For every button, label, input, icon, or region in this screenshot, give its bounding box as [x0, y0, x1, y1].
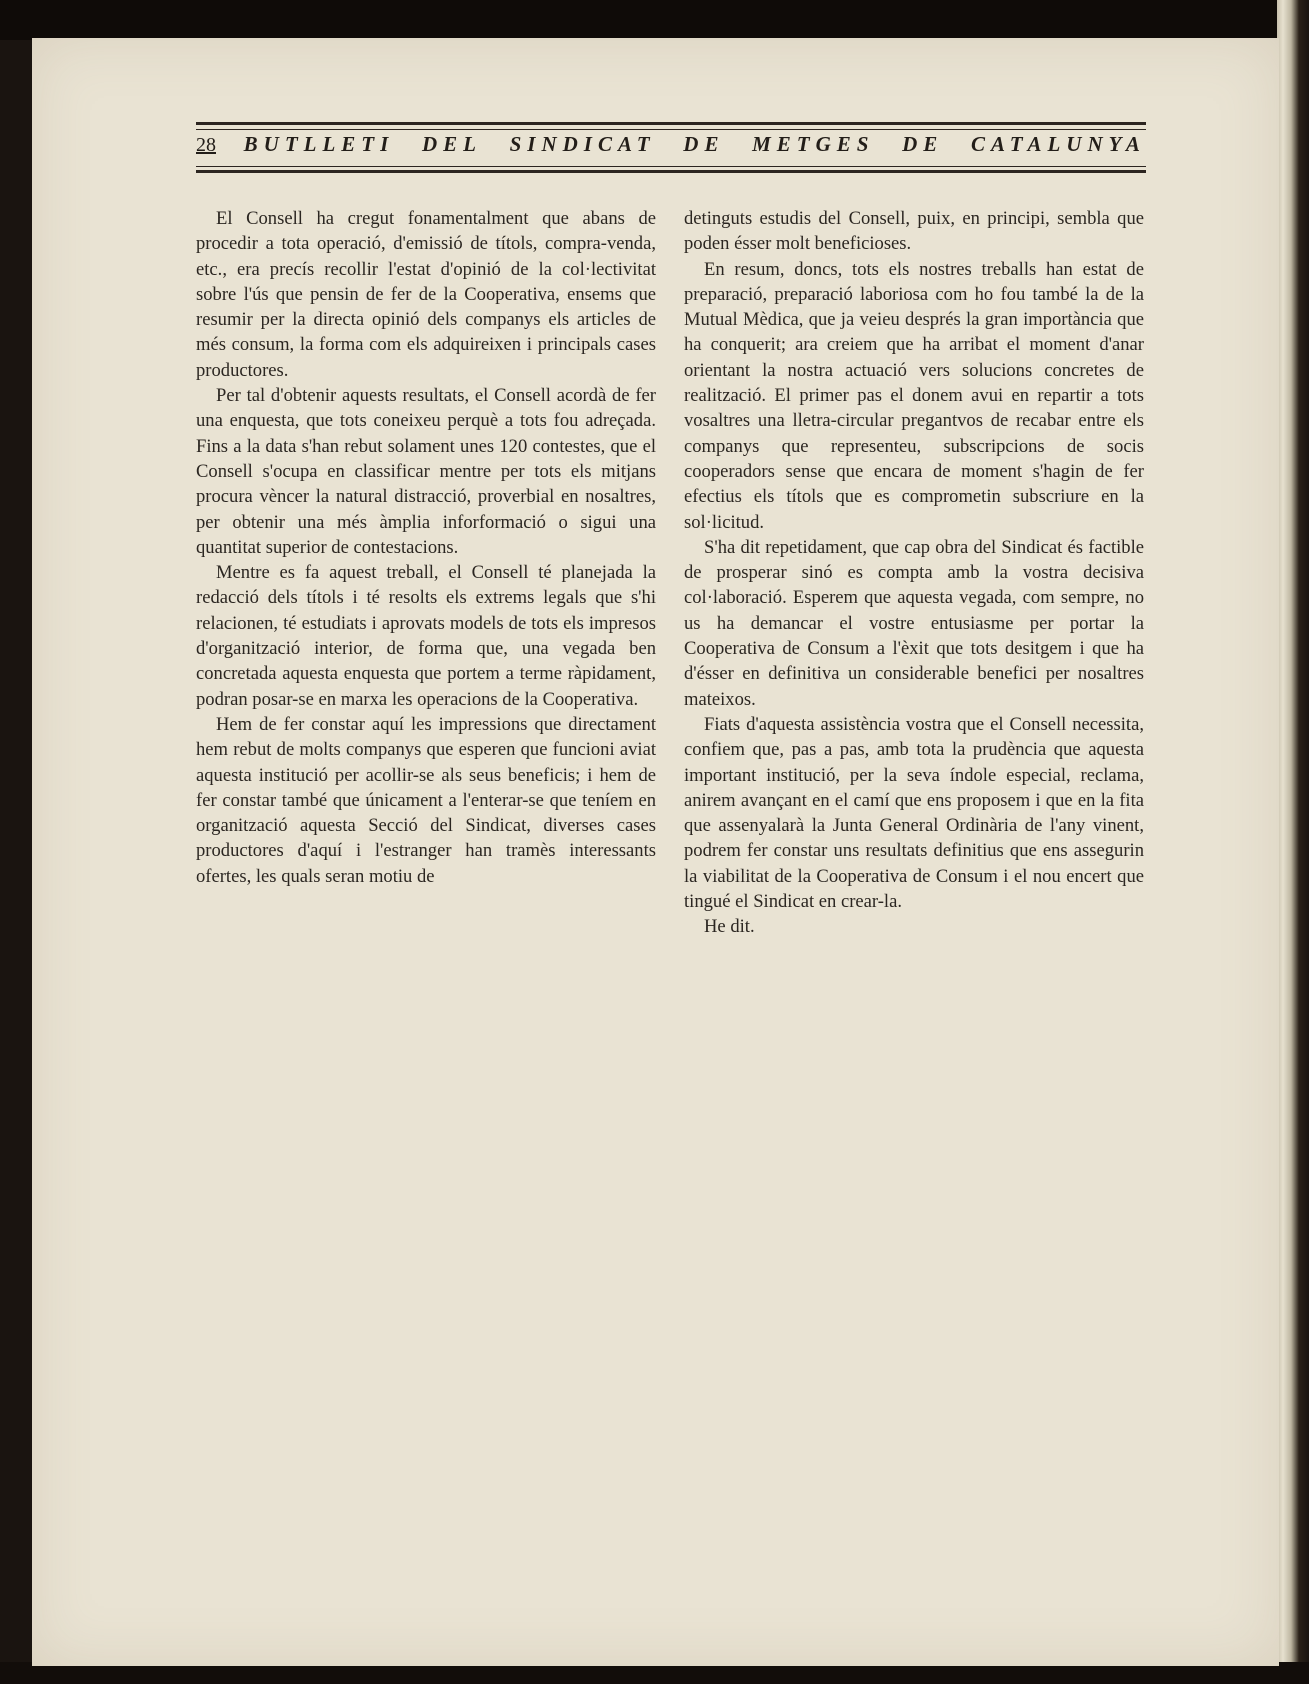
- paragraph: Hem de fer constar aquí les impressions que directament hem rebut de molts companys que esperen que funcioni aviat aquesta institució per acollir-se als seus beneficis; i hem de fer constar també que únicament a l'enterar-se que teníem en organització aquesta Secció del Sindicat, diverses cases productores d'aquí i l'estranger han tramès interessants ofertes, les quals seran motiu de: [196, 713, 656, 887]
- paragraph: S'ha dit repetidament, que cap obra del Sindicat és factible de prosperar sinó es compta amb la vostra decisiva col·laboració. Esperem que aquesta vegada, com sempre, no us ha demancar el vostre entusiasme per portar la Cooperativa de Consum a l'èxit que tots desitgem i que ha d'ésser en definitiva un considerable benefici per nosaltres mateixos.: [684, 536, 1144, 710]
- header-title-word-3: SINDICAT: [509, 132, 656, 156]
- header-title-word-2: DEL: [421, 132, 482, 156]
- header-title-word-5: METGES: [752, 132, 875, 156]
- left-column: [196, 206, 656, 889]
- closing-line: He dit.: [704, 916, 755, 938]
- page-number: 28: [196, 134, 216, 156]
- scan-border-right: [1277, 0, 1309, 1684]
- paragraph: Mentre es fa aquest treball, el Consell té planejada la redacció dels títols i té resolts els extrems legals que s'hi relacionen, té estudiats i aprovats models de tots els impresos d'organització interior, de forma que, una vegada ben concretada aquesta enquesta que portem a terme ràpidament, podran posar-se en marxa les operacions de la Cooperativa.: [196, 562, 656, 710]
- paragraph: Fiats d'aquesta assistència vostra que el Consell necessita, confiem que, pas a pas, amb tota la prudència que aquesta important institució, per la seva índole especial, reclama, anirem avançant en el camí que ens proposem i que en la fita que assenyalarà la Junta General Ordinària de l'any vinent, podrem fer constar uns resultats definitius que ens assegurin la viabilitat de la Cooperativa de Consum i el nou encert que tingué el Sindicat en crear-la.: [684, 713, 1144, 913]
- right-column: [684, 206, 1144, 940]
- header-text: [196, 132, 1146, 162]
- header-rule-bottom: [196, 166, 1146, 167]
- paragraph-continuation: detinguts estudis del Consell, puix, en principi, sembla que poden ésser molt beneficioses.: [684, 208, 1144, 255]
- document-page: [32, 38, 1279, 1666]
- header-rule-top: [196, 122, 1146, 125]
- scan-border-top: [0, 0, 1309, 40]
- paragraph: El Consell ha cregut fonamentalment que abans de procedir a tota operació, d'emissió de títols, compra-venda, etc., era precís recollir l'estat d'opinió de la col·lectivitat sobre l'ús que pensin de fer de la Cooperativa, ensems que resumir per la directa opinió dels companys els articles de més consum, la forma com els adquireixen i principals cases productores.: [196, 208, 656, 381]
- running-header: [196, 122, 1146, 172]
- header-title-word-6: DE: [902, 132, 944, 156]
- paragraph: En resum, doncs, tots els nostres treballs han estat de preparació, preparació laboriosa com ho fou també la de la Mutual Mèdica, que ja veieu després la gran importància que ha conquerit; ara creiem que ha arribat el moment d'anar orientant la nostra actuació vers solucions concretes de realització. El primer pas el donem avui en repartir a tots vosaltres una lletra-circular pregantvos de recabar entre els companys que representeu, subscripcions de socis cooperadors sense que encara de moment s'hagin de fer efectius els títols que es comprometin subscriure en la sol·licitud.: [684, 258, 1144, 533]
- header-title-word-1: BUTLLETI: [243, 132, 395, 156]
- paragraph: Per tal d'obtenir aquests resultats, el Consell acordà de fer una enquesta, que tots coneixeu perquè a tots fou adreçada. Fins a la data s'han rebut solament unes 120 contestes, que el Consell s'ocupa en classificar mentre per tots els mitjans procura vèncer la natural distracció, proverbial en nosaltres, per obtenir una més àmplia inforformació o sigui una quantitat superior de contestacions.: [196, 385, 656, 558]
- header-title-word-7: CATALUNYA: [970, 132, 1146, 156]
- header-title-word-4: DE: [683, 132, 725, 156]
